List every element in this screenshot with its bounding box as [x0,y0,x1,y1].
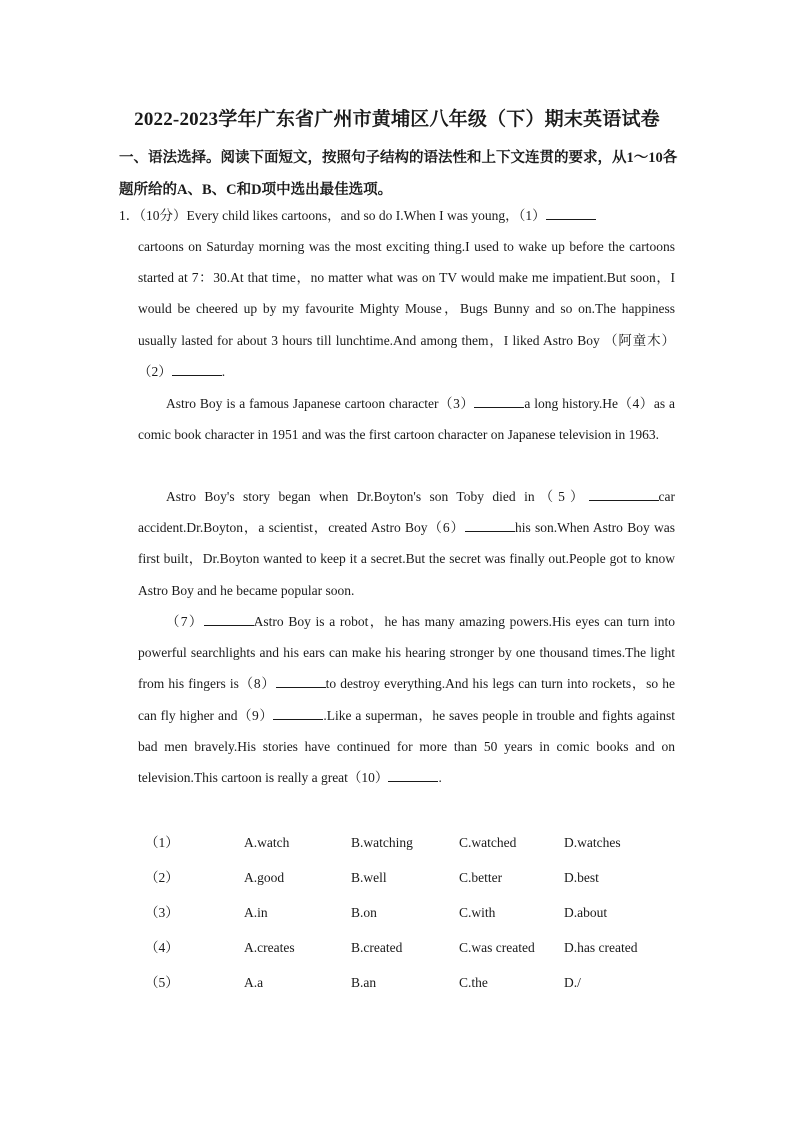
passage-paragraph-1 [138,231,675,387]
question-number: 1． [119,208,140,223]
passage-text: cartoons on Saturday morning was the most exciting thing.I used to wake up before the cartoons started at 7：30.At that time，no matter what was on TV would make me impatient.But soon，I would be cheered up by my favourite Mighty Mouse，Bugs Bunny and so on.The happiness usually lasted for about 3 hours till lunchtime.And among them，I liked Astro Boy （阿童木）（2） [138,239,675,379]
option-a: A.watch [244,835,290,850]
option-d: D.has created [564,940,638,955]
option-d: D./ [564,975,581,990]
question-score: （10分） [139,208,187,223]
answer-blank-6 [465,518,515,532]
answer-blank-5 [589,487,659,501]
option-c: C.better [459,870,503,885]
passage-text: Astro Boy's story began when Dr.Boyton's son Toby died in（5） [166,489,589,504]
passage-text: .Like a superman，he saves people in trouble and fights against bad men bravely.His stories have continued for more than 50 years in comic books and on television.This cartoon is really a great（10） [138,707,676,786]
option-row [145,965,705,1000]
passage-text: . [438,770,442,786]
option-c: C.was created [459,940,535,955]
option-row [145,895,705,930]
option-row [145,825,705,860]
option-number: （5） [145,975,179,990]
option-b: B.an [351,975,377,990]
option-number: （1） [145,835,179,850]
passage-paragraph-4 [138,606,675,793]
option-a: A.good [244,870,285,885]
option-number: （2） [145,870,179,885]
option-a: A.a [244,975,264,990]
passage-text: . [221,363,226,379]
passage-text: Astro Boy is a robot，he has many amazing powers.His eyes can turn into powerful searchlights and his ears can make his hearing stronger by one thousand times.The light from his fingers is（8） [138,614,675,692]
option-b: B.on [351,905,377,920]
option-b: B.well [351,870,387,885]
section-heading: 一、语法选择。阅读下面短文，按照句子结构的语法性和上下文连贯的要求，从1～10各题所给的A、B、C和D项中选出最佳选项。 [119,150,678,198]
option-b: B.watching [351,835,413,850]
option-a: A.creates [244,940,295,955]
option-number: （4） [145,940,179,955]
answer-blank-10 [388,768,438,782]
passage-text: Every child likes cartoons，and so do I.When I was young，（1） [186,208,546,223]
answer-blank-2 [172,362,222,376]
option-d: D.best [564,870,599,885]
passage-paragraph-3 [138,481,675,606]
options-table [145,825,705,1000]
option-d: D.about [564,905,608,920]
passage-text: （7） [166,614,204,629]
answer-blank-1 [546,206,596,220]
question-intro [119,200,677,231]
passage-paragraph-2 [138,388,675,450]
passage-text: car accident.Dr.Boyton，a scientist，created Astro Boy（6） [138,489,675,536]
option-row [145,860,705,895]
page-title: 2022-2023学年广东省广州市黄埔区八年级（下）期末英语试卷 [134,109,660,130]
answer-blank-7 [204,612,254,626]
passage-text: his son.When Astro Boy was first built，Dr.Boyton wanted to keep it a secret.But the secret was finally out.People got to know Astro Boy and he became popular soon. [138,520,675,598]
passage-text: to destroy everything.And his legs can turn into rockets，so he can fly higher and（9） [138,676,675,723]
option-b: B.created [351,940,403,955]
option-c: C.watched [459,835,517,850]
option-d: D.watches [564,835,621,850]
passage-text: Astro Boy is a famous Japanese cartoon character（3） [166,396,475,411]
option-number: （3） [145,905,179,920]
option-c: C.with [459,905,496,920]
option-a: A.in [244,905,268,920]
answer-blank-9 [273,706,323,720]
passage-text: a long history.He（4）as a comic book character in 1951 and was the first cartoon character on Japanese television in 1963. [138,396,675,443]
option-row [145,930,705,965]
answer-blank-3 [474,394,524,408]
option-c: C.the [459,975,488,990]
answer-blank-8 [276,674,326,688]
